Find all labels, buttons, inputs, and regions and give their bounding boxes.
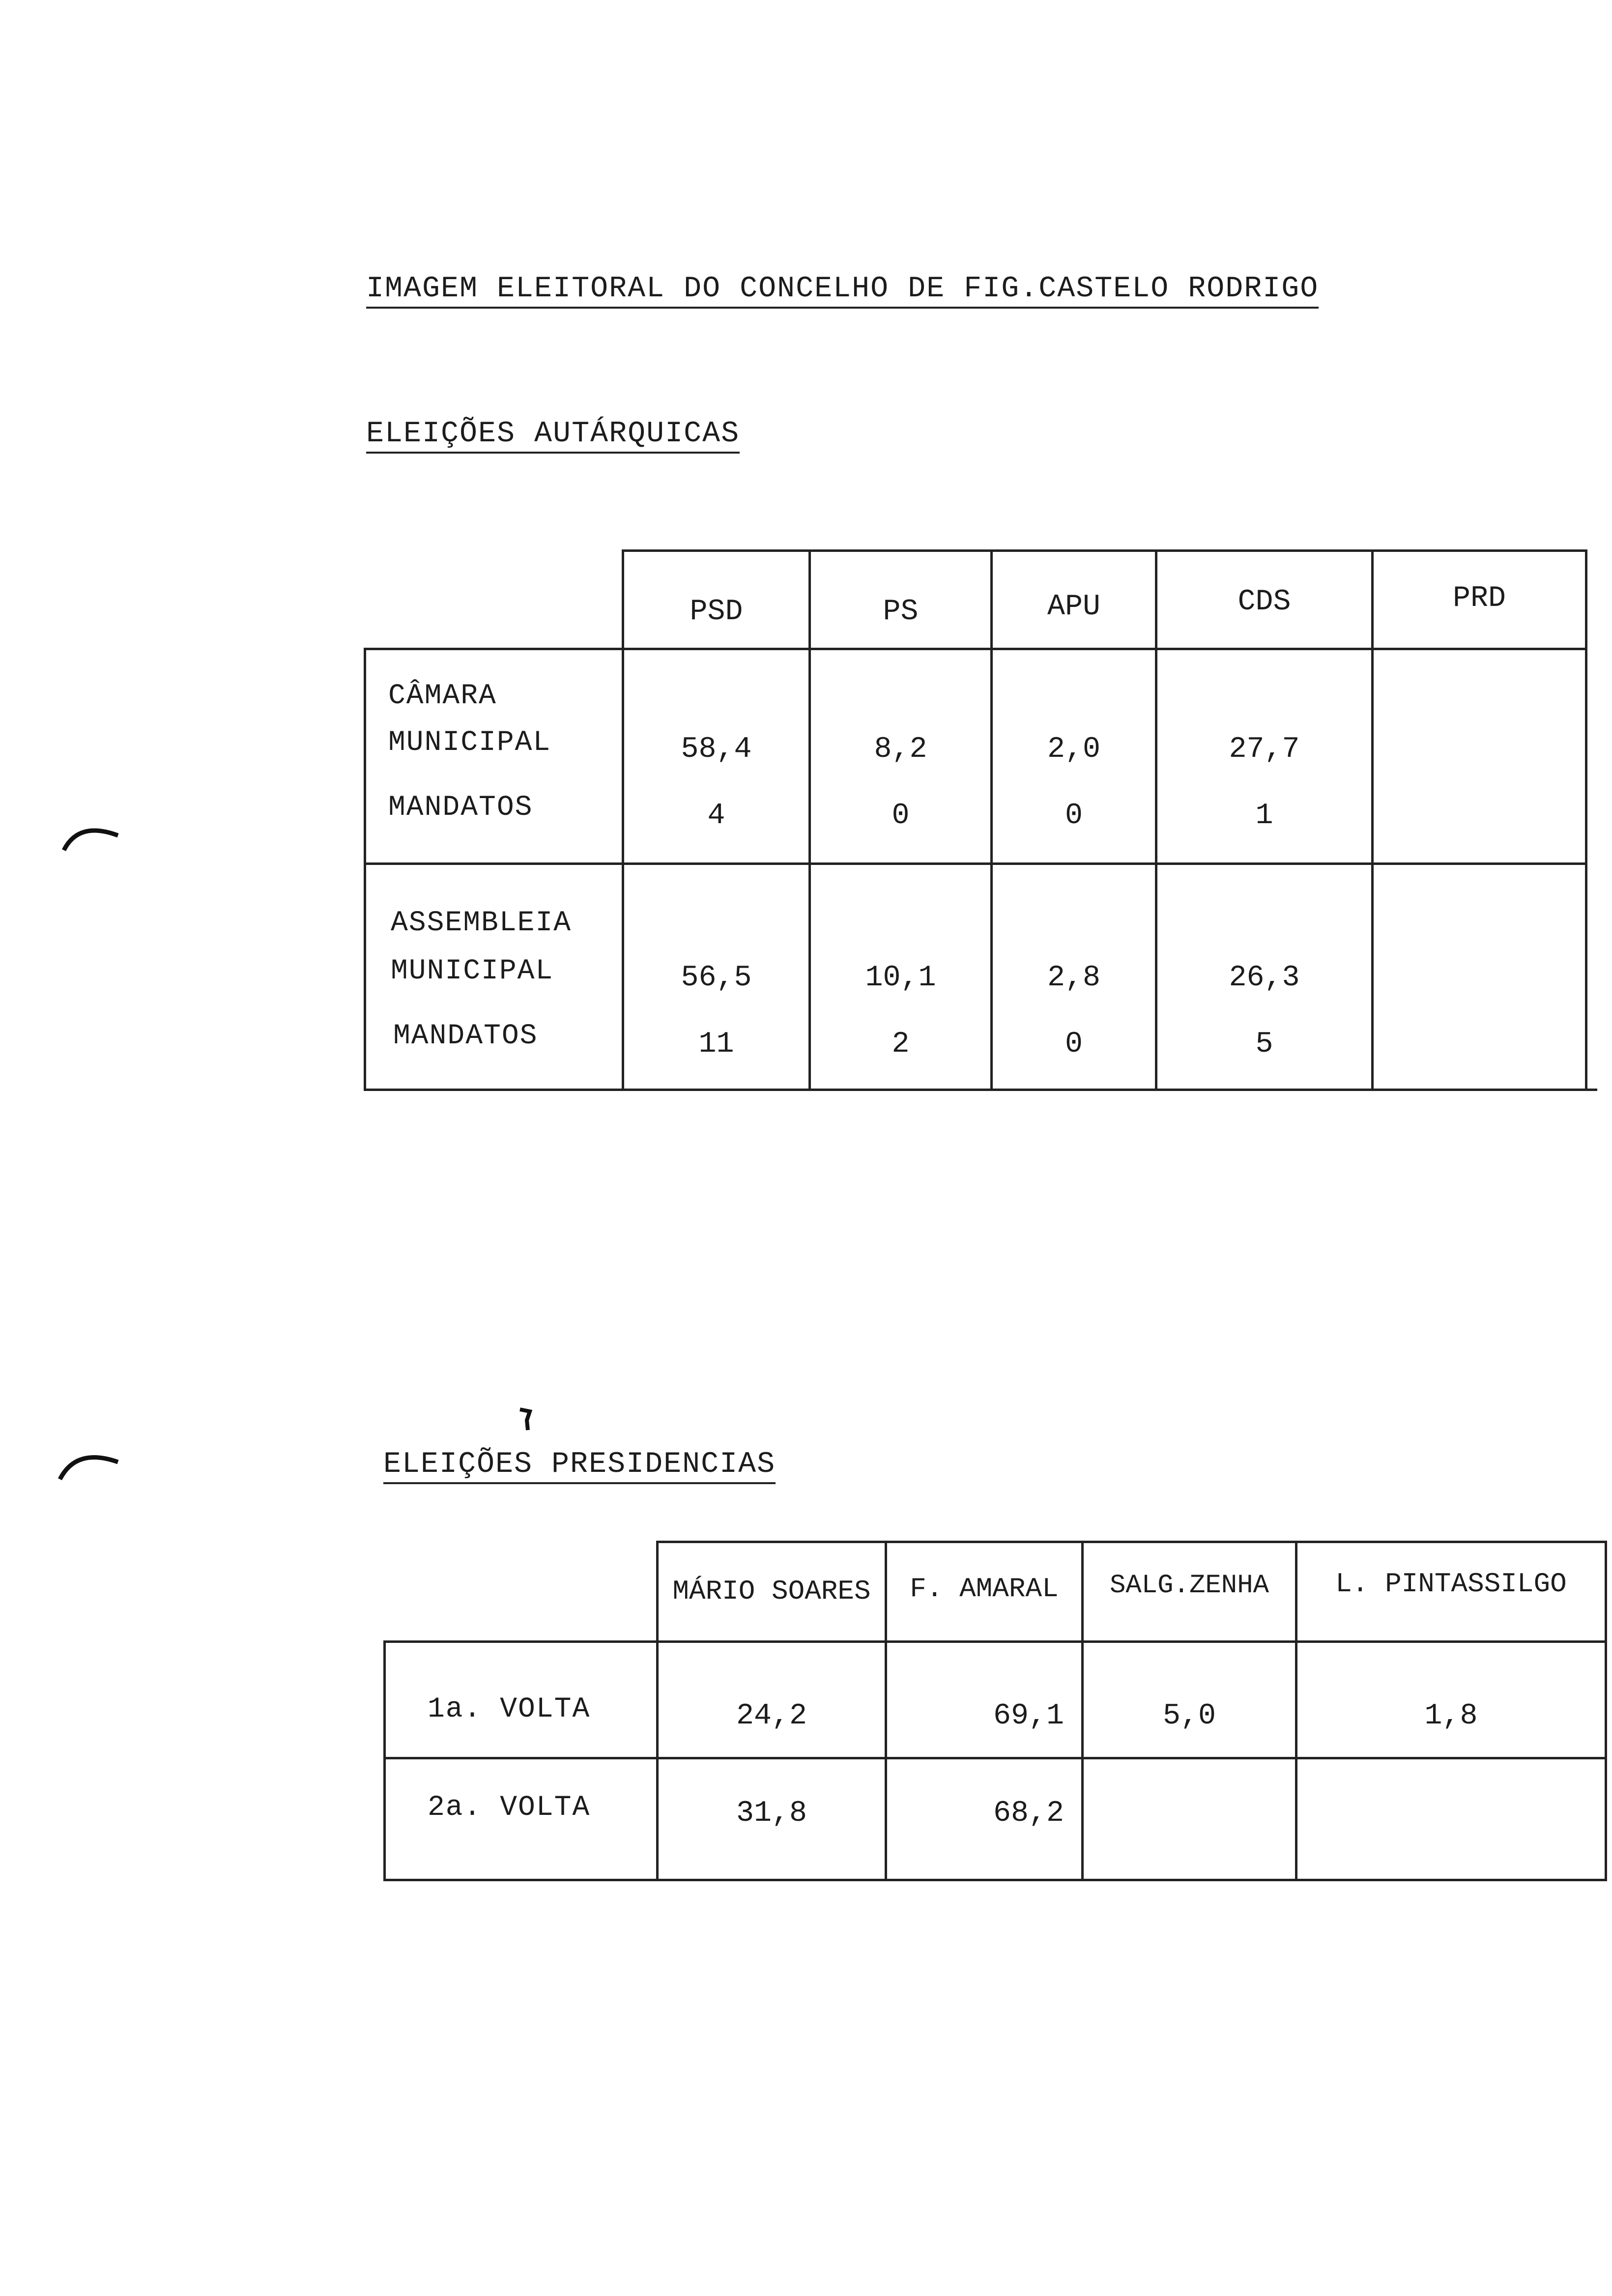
- camara-ps-percent: 8,2: [874, 733, 927, 766]
- assembleia-apu-mandatos: 0: [1065, 1028, 1083, 1061]
- assembleia-label: ASSEMBLEIA: [391, 907, 572, 939]
- candidate-header-salg-zenha: SALG.ZENHA: [1109, 1571, 1269, 1601]
- party-header-apu: APU: [1047, 590, 1101, 624]
- presidenciais-heading: ELEIÇÕES PRESIDENCIAS: [383, 1450, 776, 1484]
- candidate-header-mario-soares: MÁRIO SOARES: [672, 1576, 871, 1607]
- camara-apu-percent: 2,0: [1047, 733, 1101, 766]
- volta1-salg-zenha: 5,0: [1162, 1699, 1216, 1733]
- camara-ps-mandatos: 0: [892, 799, 910, 832]
- volta1-f-amaral: 69,1: [993, 1699, 1064, 1733]
- camara-psd-percent: 58,4: [681, 733, 752, 766]
- volta2-mario-soares: 31,8: [736, 1797, 807, 1830]
- candidate-header-f-amaral: F. AMARAL: [910, 1573, 1059, 1605]
- party-header-ps: PS: [883, 595, 919, 629]
- assembleia-mandatos-label: MANDATOS: [393, 1020, 538, 1052]
- camara-label: CÂMARA: [388, 680, 497, 712]
- volta2-f-amaral: 68,2: [993, 1797, 1064, 1830]
- candidate-header-l-pintassilgo: L. PINTASSILGO: [1335, 1568, 1567, 1600]
- binder-hole-mark-upper: [59, 816, 138, 855]
- volta1-l-pintassilgo: 1,8: [1424, 1699, 1478, 1733]
- assembleia-psd-percent: 56,5: [681, 961, 752, 995]
- camara-cds-percent: 27,7: [1229, 733, 1300, 766]
- camara-mandatos-label: MANDATOS: [388, 792, 533, 824]
- page-title: IMAGEM ELEITORAL DO CONCELHO DE FIG.CASTELO RODRIGO: [366, 274, 1319, 309]
- camara-psd-mandatos: 4: [707, 799, 725, 832]
- assembleia-municipal-label: MUNICIPAL: [391, 955, 554, 987]
- camara-apu-mandatos: 0: [1065, 799, 1083, 832]
- camara-cds-mandatos: 1: [1255, 799, 1273, 832]
- assembleia-cds-percent: 26,3: [1229, 961, 1300, 995]
- row-label-2a-volta: 2a. VOLTA: [428, 1792, 591, 1824]
- assembleia-ps-mandatos: 2: [892, 1028, 910, 1061]
- assembleia-cds-mandatos: 5: [1255, 1028, 1273, 1061]
- assembleia-ps-percent: 10,1: [865, 961, 936, 995]
- assembleia-apu-percent: 2,8: [1047, 961, 1101, 995]
- row-label-1a-volta: 1a. VOLTA: [428, 1693, 591, 1725]
- ink-speck: [516, 1406, 536, 1435]
- party-header-cds: CDS: [1238, 585, 1291, 619]
- party-header-psd: PSD: [690, 595, 743, 629]
- volta1-mario-soares: 24,2: [736, 1699, 807, 1733]
- party-header-prd: PRD: [1452, 582, 1506, 615]
- assembleia-psd-mandatos: 11: [698, 1028, 734, 1061]
- binder-hole-mark-lower: [54, 1440, 138, 1484]
- autarquicas-heading: ELEIÇÕES AUTÁRQUICAS: [366, 419, 740, 454]
- camara-municipal-label: MUNICIPAL: [388, 727, 551, 759]
